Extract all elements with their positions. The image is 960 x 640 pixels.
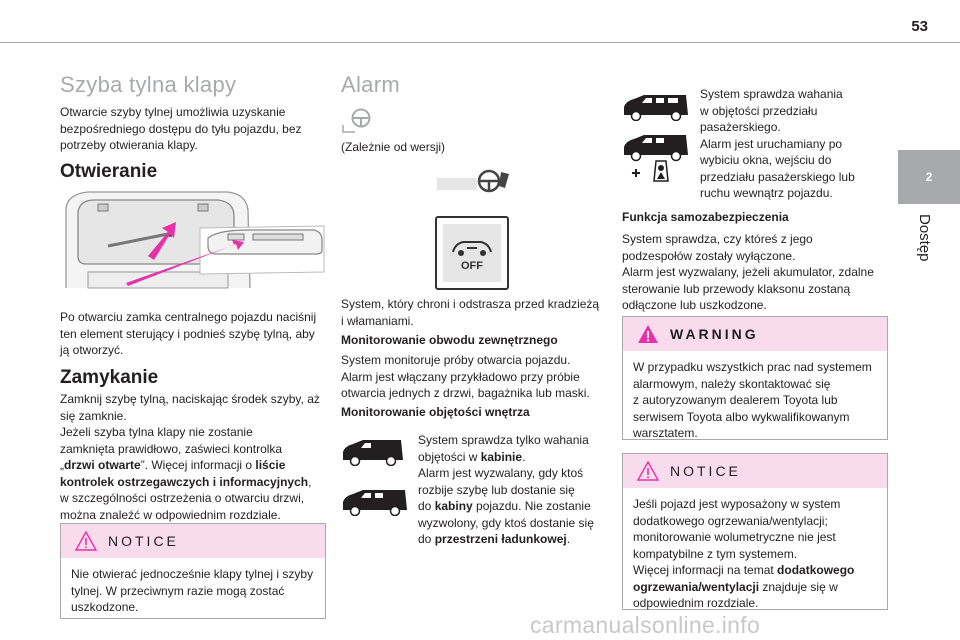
text-run: , bbox=[308, 474, 312, 489]
notice-body bbox=[61, 558, 325, 624]
text-line: Jeśli pojazd jest wyposażony w system bbox=[633, 497, 841, 511]
text-line: sterowanie lub przewody klaksonu zostaną bbox=[622, 281, 851, 296]
notice-box-tailgate bbox=[60, 523, 326, 619]
ref-door-open: drzwi otwarte bbox=[64, 458, 141, 472]
text-run: ”. Więcej informacji o bbox=[140, 458, 256, 472]
notice-box-heating bbox=[622, 453, 888, 610]
text-line: odpowiednim rozdziale. bbox=[633, 596, 759, 610]
van-passenger-icon bbox=[622, 93, 690, 121]
text-line: się zamknie. bbox=[60, 408, 127, 423]
text-line: Nie otwierać jednocześnie klapy tylnej i szyby bbox=[71, 567, 314, 581]
text-run: objętości w bbox=[418, 449, 481, 464]
heading-closing: Zamykanie bbox=[60, 367, 159, 388]
tailgate-intro bbox=[60, 104, 330, 154]
interior-text bbox=[418, 432, 618, 548]
passenger-monitor-text bbox=[700, 86, 890, 202]
page-number: 53 bbox=[911, 18, 928, 35]
text-line: w szczególności ostrzeżenia o otwarciu drzwi, bbox=[60, 491, 305, 505]
alarm-off-button[interactable] bbox=[435, 216, 509, 290]
text-line: odłączone lub uszkodzone. bbox=[622, 298, 767, 312]
text-line: bezpośredniego dostępu do tyłu pojazdu, bez bbox=[60, 121, 302, 136]
section-title-alarm: Alarm bbox=[341, 72, 400, 97]
watermark: carmanualsonline.info bbox=[530, 612, 761, 638]
heading-opening: Otwieranie bbox=[60, 161, 158, 182]
text-line: potrzeby otwierania klapy. bbox=[60, 138, 198, 152]
opening-text bbox=[60, 309, 330, 359]
text-line: Jeżeli szyba tylna klapy nie zostanie bbox=[60, 425, 253, 439]
text-line bbox=[633, 579, 877, 596]
warning-body bbox=[623, 351, 887, 450]
text-line bbox=[60, 474, 332, 491]
warning-triangle-icon bbox=[637, 324, 659, 344]
text-line: Alarm jest wyzwalany, jeżeli akumulator, zdalne bbox=[622, 265, 874, 279]
text-line: Alarm jest wyzwalany, gdy ktoś bbox=[418, 466, 584, 480]
text-line: otwarcia jednych z drzwi, bagażnika lub maski. bbox=[341, 386, 590, 400]
text-line bbox=[633, 562, 877, 579]
text-line: z autoryzowanym dealerem Toyota lub bbox=[633, 393, 838, 407]
text-line: w objętości przedziału bbox=[700, 103, 818, 118]
text-line: Zamknij szybę tylną, naciskając środek szyby, aż bbox=[60, 392, 320, 406]
text-line: pasażerskiego. bbox=[700, 120, 781, 134]
text-line: ruchu wewnątrz pojazdu. bbox=[700, 186, 833, 200]
text-line: Po otwarciu zamka centralnego pojazdu naciśnij bbox=[60, 310, 317, 324]
text-line: System monitoruje próby otwarcia pojazdu. bbox=[341, 353, 571, 367]
text-line: wybiciu okna, wejściu do bbox=[700, 153, 832, 167]
text-line: można znaleźć w odpowiednim rozdziale. bbox=[60, 507, 281, 522]
text-line: alarmowym, należy skontaktować się bbox=[633, 376, 831, 391]
term-cabin: kabiny bbox=[434, 499, 473, 513]
chapter-tab[interactable]: 2 bbox=[898, 150, 960, 204]
exterior-text bbox=[341, 352, 621, 402]
text-line: zamknięta prawidłowo, zaświeci kontrolka bbox=[60, 441, 283, 456]
text-line bbox=[418, 531, 618, 548]
text-line: W przypadku wszystkich prac nad systemem bbox=[633, 360, 872, 374]
text-run: pojazdu. Nie zostanie bbox=[472, 499, 591, 513]
text-line: przedziału pasażerskiego lub bbox=[700, 169, 855, 184]
heading-self-protection: Funkcja samozabezpieczenia bbox=[622, 210, 789, 224]
text-line: tylnej. W przeciwnym razie mogą zostać bbox=[71, 583, 285, 598]
off-label: OFF bbox=[461, 260, 483, 272]
section-title-tailgate-window: Szyba tylna klapy bbox=[60, 72, 237, 97]
notice-header bbox=[61, 524, 325, 558]
text-line: monitorowanie wolumetryczne nie jest bbox=[633, 530, 836, 544]
steering-wheel-version-icon bbox=[341, 107, 373, 133]
text-line: System sprawdza, czy któreś z jego bbox=[622, 232, 813, 246]
text-line bbox=[418, 498, 618, 515]
steering-wheel-panel-icon bbox=[437, 168, 511, 194]
text-line: ten element sterujący i podnieś szybę tylną, aby bbox=[60, 326, 315, 341]
text-line: warsztatem. bbox=[633, 426, 698, 440]
ref-heating-cont: ogrzewania/wentylacji bbox=[633, 579, 760, 594]
chapter-label: Dostęp bbox=[916, 214, 933, 262]
car-lock-icon bbox=[451, 236, 493, 258]
text-line bbox=[418, 449, 618, 466]
notice-body bbox=[623, 488, 887, 620]
text-line: System, który chroni i odstrasza przed kradzieżą bbox=[341, 297, 600, 311]
text-run: znajduje się w bbox=[759, 579, 838, 594]
van-cargo-icon bbox=[341, 486, 409, 516]
notice-triangle-icon bbox=[75, 531, 97, 551]
text-run: Więcej informacji na temat bbox=[633, 563, 778, 577]
ref-indicator-list-cont: kontrolek ostrzegawczych i informacyjnych bbox=[60, 474, 309, 489]
text-line: rozbije szybę lub dostanie się bbox=[418, 482, 575, 497]
tailgate-window-illustration bbox=[58, 188, 326, 296]
version-note: (Zależnie od wersji) bbox=[341, 140, 446, 154]
text-line: dodatkowego ogrzewania/wentylacji; bbox=[633, 513, 828, 528]
text-run: „ bbox=[60, 458, 64, 472]
text-run: do bbox=[418, 499, 435, 513]
van-cabin-icon bbox=[341, 438, 405, 466]
text-run: . bbox=[522, 449, 526, 464]
closing-text bbox=[60, 391, 332, 523]
warning-box bbox=[622, 316, 888, 440]
text-line: wyzwolony, gdy ktoś dostanie się bbox=[418, 515, 594, 530]
notice-label: NOTICE bbox=[670, 463, 741, 479]
heading-interior: Monitorowanie objętości wnętrza bbox=[341, 405, 530, 419]
text-line: Alarm jest włączany przykładowo przy próbie bbox=[341, 369, 580, 384]
text-line: ją otworzyć. bbox=[60, 343, 124, 357]
text-line: Otwarcie szyby tylnej umożliwia uzyskanie bbox=[60, 105, 286, 119]
text-line bbox=[60, 457, 332, 474]
text-line: i włamaniami. bbox=[341, 313, 414, 328]
heading-exterior: Monitorowanie obwodu zewnętrznego bbox=[341, 333, 558, 347]
self-protection-text bbox=[622, 231, 890, 314]
text-line: serwisem Toyota albo wykwalifikowanym bbox=[633, 409, 850, 424]
text-line: podzespołów zostały wyłączone. bbox=[622, 248, 796, 263]
header-rule bbox=[0, 42, 960, 43]
notice-label: NOTICE bbox=[108, 533, 179, 549]
text-run: . bbox=[566, 532, 571, 546]
alarm-intro bbox=[341, 296, 621, 329]
text-line: kompatybilne z tym systemem. bbox=[633, 546, 798, 561]
text-line: System sprawdza wahania bbox=[700, 87, 843, 101]
notice-header bbox=[623, 454, 887, 488]
van-intrusion-icon bbox=[622, 133, 694, 185]
text-run: do bbox=[418, 532, 435, 546]
warning-label: WARNING bbox=[670, 326, 759, 342]
warning-header bbox=[623, 317, 887, 351]
text-line: Alarm jest uruchamiany po bbox=[700, 136, 843, 151]
term-cabin: kabinie bbox=[480, 449, 523, 464]
text-line: System sprawdza tylko wahania bbox=[418, 433, 589, 447]
ref-indicator-list: liście bbox=[255, 458, 286, 472]
ref-heating: dodatkowego bbox=[777, 563, 855, 577]
notice-triangle-icon bbox=[637, 461, 659, 481]
text-line: uszkodzone. bbox=[71, 600, 139, 614]
term-cargo-space: przestrzeni ładunkowej bbox=[434, 532, 567, 546]
